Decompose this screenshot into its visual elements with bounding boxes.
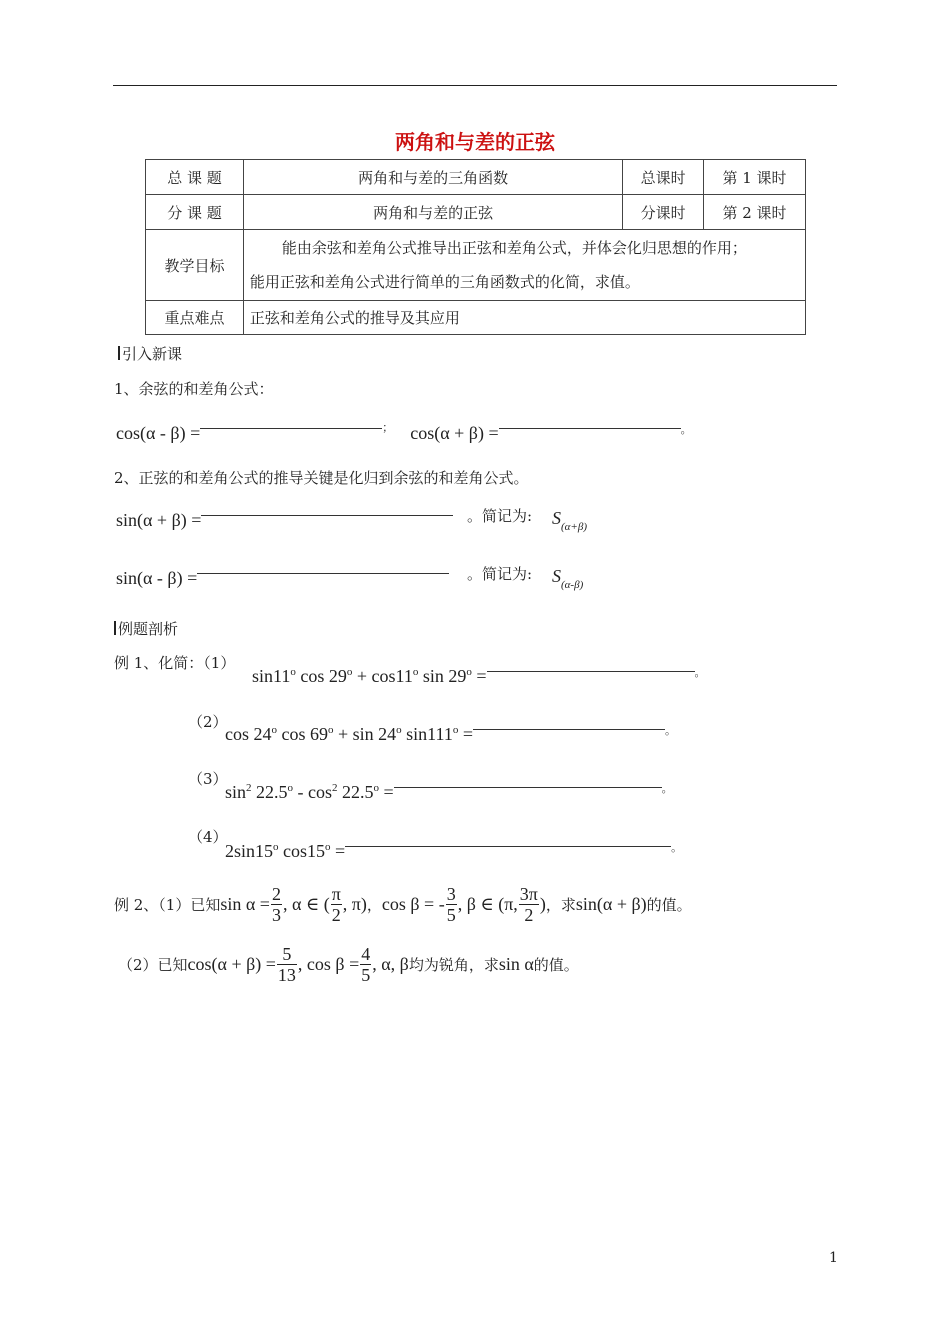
teaching-goal-cell: [243, 230, 805, 301]
fraction: $\frac{5}{13}$: [277, 943, 296, 985]
math-term: cos15: [283, 841, 326, 861]
ask-prefix: ，求: [545, 895, 576, 914]
math-term: , β ∈ (π,: [457, 893, 518, 914]
math-term: cos 24: [225, 724, 272, 744]
math-term: ): [539, 893, 546, 914]
math-term: cos 29: [300, 666, 347, 686]
page-title: 两角和与差的正弦: [395, 130, 555, 154]
math-term: , α, β: [372, 953, 409, 974]
fraction: $\frac{3\pi}{2}$: [519, 883, 538, 925]
answer-blank[interactable]: [473, 729, 665, 730]
math-term: cos(α + β) =: [187, 953, 276, 974]
math-term: , cos β =: [297, 953, 360, 974]
s-letter: S: [552, 508, 561, 528]
example-1-prefix: 例 1、化简：（1）: [114, 654, 236, 672]
table-cell: 两角和与差的三角函数: [243, 160, 622, 195]
s-plus-symbol: [552, 508, 587, 533]
math-term: 22.5: [342, 782, 374, 802]
s-subscript: (α+β): [561, 521, 588, 533]
ask-suffix: 的值。: [533, 955, 579, 974]
example-1-1: sin11$^o$ $\cos 29^o + \cos 11^o$ sin 29$^o$ = 。: [252, 666, 706, 686]
sin-plus-line: [116, 510, 453, 531]
math-term: 22.5: [256, 782, 288, 802]
table-cell: 第 1 课时: [703, 160, 805, 195]
separator: ；: [382, 422, 394, 434]
end-mark: 。: [680, 424, 692, 436]
example-1-4-number: （4）: [188, 828, 228, 846]
item-1: 1、余弦的和差角公式：: [114, 380, 274, 398]
s-subscript: (α-β): [561, 579, 584, 591]
header-rule: [113, 85, 837, 86]
equals-sign: =: [462, 724, 473, 744]
ask-suffix: 的值。: [646, 895, 692, 914]
fraction: $\frac{\pi}{2}$: [331, 883, 341, 925]
description-text: 均为锐角，求: [408, 955, 499, 974]
section-marker: [114, 621, 116, 635]
table-row: [146, 230, 806, 301]
table-row: [146, 301, 806, 335]
abbr-label: 。简记为:: [467, 565, 533, 583]
cos-formulas-line: [116, 419, 692, 444]
example-1-2-number: （2）: [188, 713, 228, 731]
answer-blank[interactable]: [197, 573, 449, 574]
section-heading-examples: [114, 618, 178, 639]
goal-line-2: 能用正弦和差角公式进行简单的三角函数式的化简，求值。: [249, 273, 640, 291]
answer-blank[interactable]: [499, 428, 681, 429]
math-term: + cos11: [356, 666, 413, 686]
answer-blank[interactable]: [394, 787, 662, 788]
math-term: sin: [225, 782, 247, 802]
example-2-1: [114, 878, 692, 930]
math-term: sin α =: [220, 893, 270, 914]
sin-minus-formula: sin(α - β) =: [116, 568, 198, 588]
table-cell: 重点难点: [146, 301, 244, 335]
math-term: sin 29: [422, 666, 467, 686]
math-term: sin111: [406, 724, 453, 744]
section-marker: [118, 346, 120, 360]
math-term: 2sin15: [225, 841, 274, 861]
math-term: , α ∈ (: [282, 893, 330, 914]
s-minus-symbol: [552, 566, 583, 591]
math-term: sin11: [252, 666, 291, 686]
section-heading-intro: [118, 343, 182, 364]
table-cell: 分 课 题: [146, 195, 244, 230]
example-2-prefix: 例 2、（1）已知: [114, 895, 221, 914]
example-1-3: $\sin^2 22.5^o - \cos^2 22.5^o = ^。$: [225, 782, 673, 802]
fraction: $\frac{2}{3}$: [271, 883, 281, 925]
table-row: [146, 195, 806, 230]
equals-sign: =: [476, 666, 487, 686]
math-term: , π): [342, 893, 367, 914]
s-letter: S: [552, 566, 561, 586]
cos-plus-formula: cos(α + β) =: [410, 423, 499, 443]
answer-blank[interactable]: [345, 846, 671, 847]
table-cell: 分课时: [623, 195, 704, 230]
equals-sign: =: [383, 782, 394, 802]
lesson-info-table: [145, 159, 806, 335]
table-cell: 总课时: [623, 160, 704, 195]
math-term: sin(α + β): [575, 893, 647, 914]
section-heading-text: 引入新课: [122, 345, 183, 363]
example-1-3-number: （3）: [188, 770, 228, 788]
example-1-4: 2sin15$^o$ cos15$^o$ = 。: [225, 841, 683, 861]
cos-minus-formula: cos(α - β) =: [116, 423, 201, 443]
page-number: 1: [829, 1250, 838, 1266]
goal-line-1: 能由余弦和差角公式推导出正弦和差角公式，并体会化归思想的作用；: [281, 239, 747, 257]
table-cell: 教学目标: [146, 230, 244, 301]
answer-blank[interactable]: [201, 515, 453, 516]
answer-blank[interactable]: [200, 428, 382, 429]
sin-minus-line: [116, 568, 449, 589]
fraction: $\frac{3}{5}$: [446, 883, 456, 925]
punctuation: ，: [366, 895, 382, 914]
table-cell: 正弦和差角公式的推导及其应用: [243, 301, 805, 335]
table-row: [146, 160, 806, 195]
answer-blank[interactable]: [487, 671, 695, 672]
math-term: cos 69: [281, 724, 328, 744]
fraction: $\frac{4}{5}$: [361, 943, 371, 985]
math-term: cos β = -: [381, 893, 445, 914]
math-term: sin α: [498, 953, 534, 974]
section-heading-text: 例题剖析: [118, 620, 179, 638]
item-2: 2、正弦的和差角公式的推导关键是化归到余弦的和差角公式。: [114, 469, 529, 487]
table-cell: 总 课 题: [146, 160, 244, 195]
math-term: + sin 24: [338, 724, 397, 744]
table-cell: 第 2 课时: [703, 195, 805, 230]
equals-sign: =: [335, 841, 346, 861]
table-cell: 两角和与差的正弦: [243, 195, 622, 230]
sin-plus-formula: sin(α + β) =: [116, 510, 202, 530]
abbr-label: 。简记为:: [467, 507, 533, 525]
example-2-2: [118, 938, 579, 990]
example-2-2-prefix: （2）已知: [118, 955, 188, 974]
example-1-2: cos 24$^o$ cos 69$^o$ + sin 24$^o$ sin111$^o$ = 。: [225, 724, 676, 744]
math-term: - cos: [297, 782, 333, 802]
